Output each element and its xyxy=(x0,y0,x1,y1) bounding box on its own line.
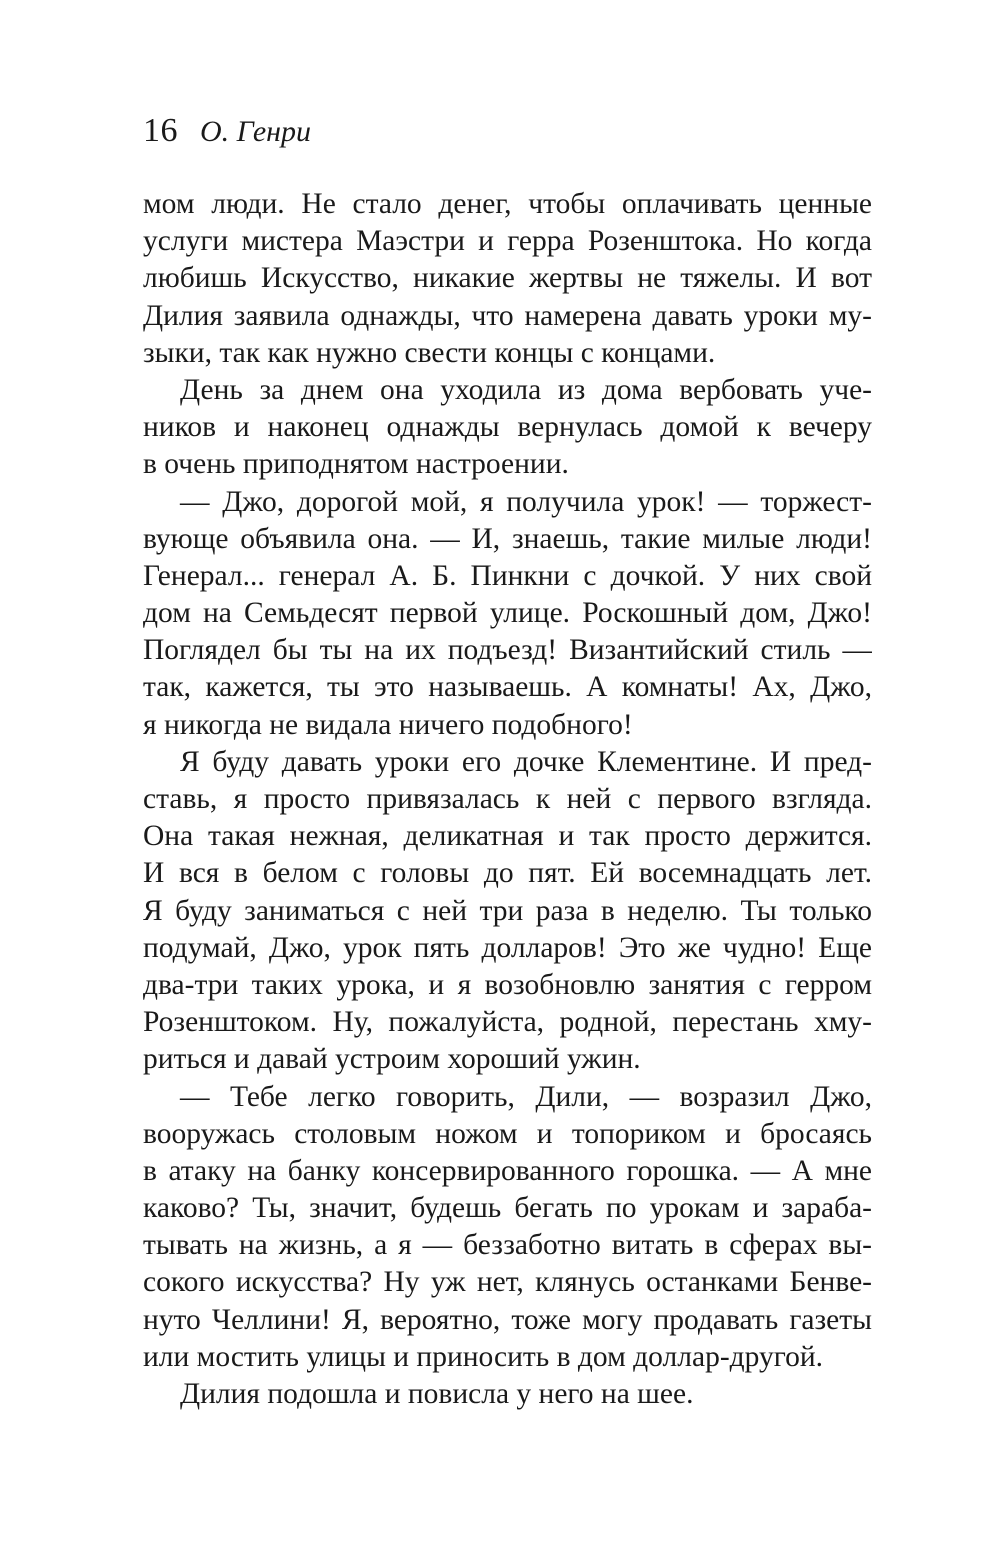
text-line: Розенштоком. Ну, пожалуйста, родной, перестань хму- xyxy=(143,1006,872,1039)
text-line: любишь Искусство, никакие жертвы не тяжелы. И вот xyxy=(143,262,872,295)
text-line: Дилия заявила однажды, что намерена давать уроки му- xyxy=(143,299,872,332)
page-number: 16 xyxy=(143,112,178,149)
text-line: Дилия подошла и повисла у него на шее. xyxy=(180,1378,694,1410)
text-line: подумай, Джо, урок пять долларов! Это же чудно! Еще xyxy=(143,931,872,964)
text-line: дом на Семьдесят первой улице. Роскошный дом, Джо! xyxy=(143,597,872,630)
text-line: День за днем она уходила из дома вербовать уче- xyxy=(180,373,872,406)
text-line: каково? Ты, значит, будешь бегать по урокам и зараба- xyxy=(143,1192,872,1225)
body-text xyxy=(143,186,872,1413)
text-line: ников и наконец однажды вернулась домой к вечеру xyxy=(143,411,872,444)
text-line: вующе объявила она. — И, знаешь, такие милые люди! xyxy=(143,522,872,555)
text-line: тывать на жизнь, а я — беззаботно витать в сферах вы- xyxy=(143,1229,872,1262)
text-line: Она такая нежная, деликатная и так просто держится. xyxy=(143,820,872,853)
text-line: зыки, так как нужно свести концы с концами. xyxy=(143,336,716,369)
text-line: я никогда не видала ничего подобного! xyxy=(143,708,633,741)
text-line: ставь, я просто привязалась к ней с первого взгляда. xyxy=(143,783,872,815)
text-line: И вся в белом с головы до пят. Ей восемнадцать лет. xyxy=(143,857,872,890)
text-line: сокого искусства? Ну уж нет, клянусь останками Бенве- xyxy=(143,1266,872,1299)
text-line: в атаку на банку консервированного горошка. — А мне xyxy=(143,1154,872,1187)
text-line: так, кажется, ты это называешь. А комнаты! Ах, Джо, xyxy=(143,671,872,704)
running-title: О. Генри xyxy=(200,115,312,148)
text-line: Я буду заниматься с ней три раза в неделю. Ты только xyxy=(143,894,872,927)
text-line: нуто Челлини! Я, вероятно, тоже могу продавать газеты xyxy=(143,1303,872,1336)
text-line: — Джо, дорогой мой, я получила урок! — торжест- xyxy=(180,485,872,518)
text-line: Поглядел бы ты на их подъезд! Византийский стиль — xyxy=(143,634,872,667)
text-line: в очень приподнятом настроении. xyxy=(143,448,569,481)
text-line: Я буду давать уроки его дочке Клементине. И пред- xyxy=(180,745,872,778)
text-line: или мостить улицы и приносить в дом доллар-другой. xyxy=(143,1340,824,1373)
text-line: услуги мистера Маэстри и герра Розенштока. Но когда xyxy=(143,225,872,258)
text-line: риться и давай устроим хороший ужин. xyxy=(143,1043,641,1076)
text-line: Генерал... генерал А. Б. Пинкни с дочкой. У них свой xyxy=(143,559,872,592)
text-line: два-три таких урока, и я возобновлю занятия с герром xyxy=(143,968,872,1001)
text-line: мом люди. Не стало денег, чтобы оплачивать ценные xyxy=(143,188,872,220)
running-header xyxy=(143,112,311,156)
text-line: вооружась столовым ножом и топориком и бросаясь xyxy=(143,1117,872,1150)
text-line: — Тебе легко говорить, Дили, — возразил Джо, xyxy=(180,1080,872,1113)
